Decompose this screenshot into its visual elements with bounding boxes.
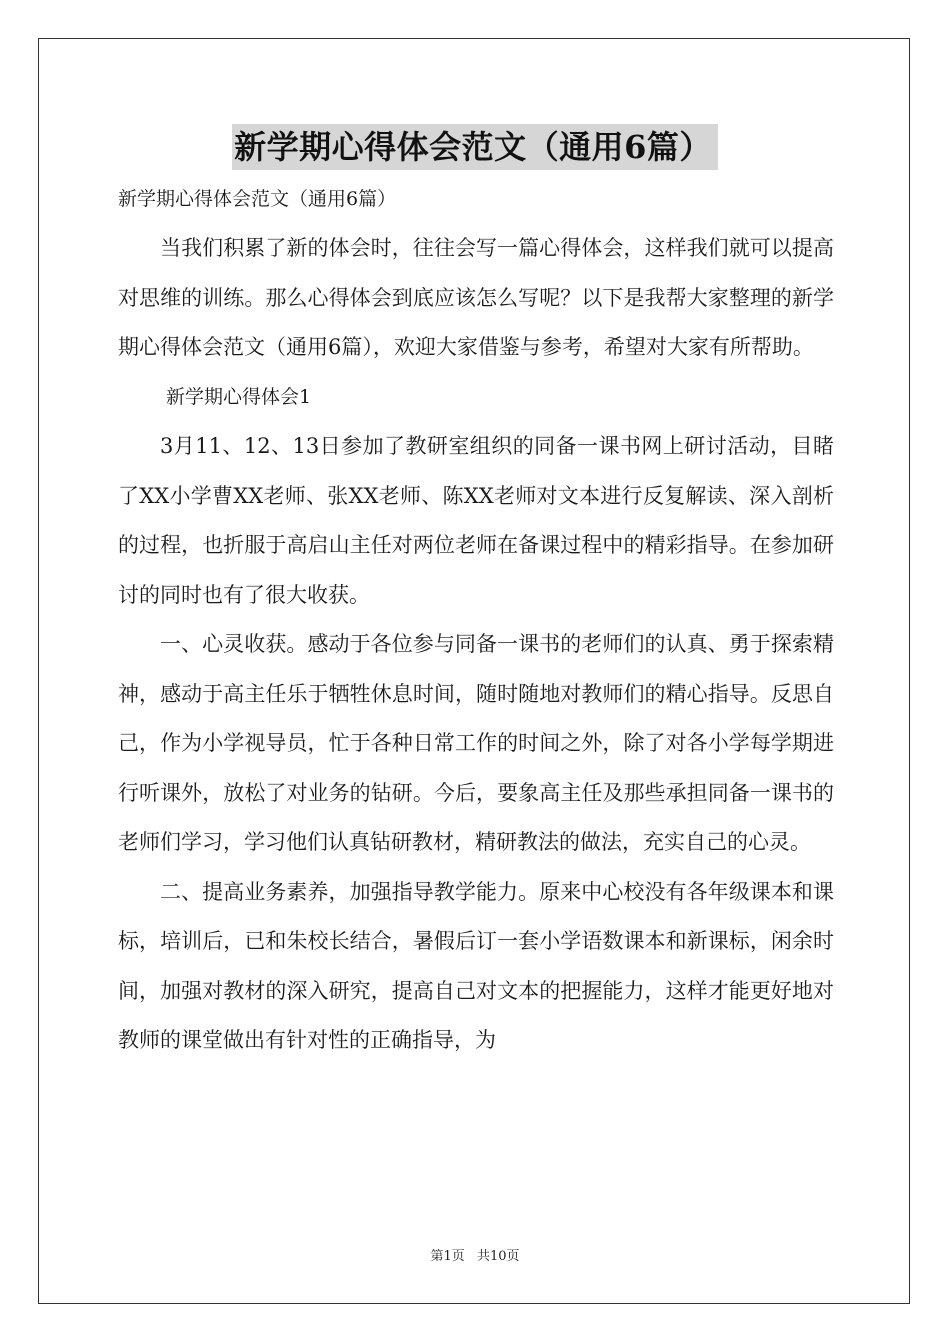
document-title: 新学期心得体会范文（通用6篇） [232, 124, 718, 170]
page-footer [0, 1248, 950, 1266]
section-paragraph-3: 二、提高业务素养，加强指导教学能力。原来中心校没有各年级课本和课标，培训后，已和朱校长结合，暑假后订一套小学语数课本和新课标，闲余时间，加强对教材的深入研究，提高自己对文本的把握能力，这样才能更好地对教师的课堂做出有针对性的正确指导，为 [118, 879, 834, 1052]
page-total: 共10页 [476, 1249, 520, 1264]
section-paragraph-1: 3月11、12、13日参加了教研室组织的同备一课书网上研讨活动，目睹了XX小学曹XX老师、张XX老师、陈XX老师对文本进行反复解读、深入剖析的过程，也折服于高启山主任对两位老师在备课过程中的精彩指导。在参加研讨的同时也有了很大收获。 [118, 434, 834, 607]
title-container [0, 124, 950, 170]
page-number: 第1页 [430, 1249, 465, 1264]
section-paragraph-2: 一、心灵收获。感动于各位参与同备一课书的老师们的认真、勇于探索精神，感动于高主任乐于牺牲休息时间，随时随地对教师们的精心指导。反思自己，作为小学视导员，忙于各种日常工作的时间之外，除了对各小学每学期进行听课外，放松了对业务的钻研。今后，要象高主任及那些承担同备一课书的老师们学习，学习他们认真钻研教材，精研教法的做法，充实自己的心灵。 [118, 632, 834, 854]
intro-paragraph: 当我们积累了新的体会时，往往会写一篇心得体会，这样我们就可以提高对思维的训练。那么心得体会到底应该怎么写呢？以下是我帮大家整理的新学期心得体会范文（通用6篇），欢迎大家借鉴与参考，希望对大家有所帮助。 [118, 236, 834, 359]
document-subtitle: 新学期心得体会范文（通用6篇） [118, 188, 397, 210]
section-heading: 新学期心得体会1 [166, 385, 312, 408]
document-body [118, 224, 834, 1066]
